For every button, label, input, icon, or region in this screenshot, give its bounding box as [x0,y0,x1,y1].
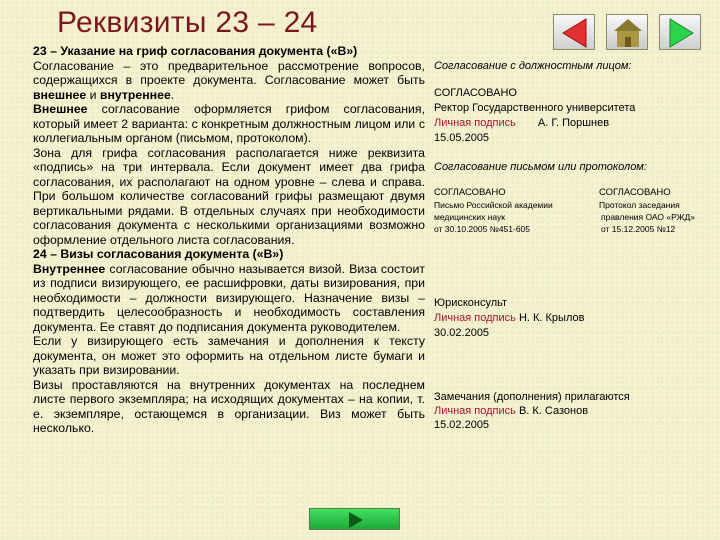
play-right-icon [310,509,401,531]
left-text-column [33,44,425,436]
home-icon [607,15,649,51]
bottom-next-button[interactable] [309,508,400,530]
example-2-left-line: медицинских наук [434,212,506,222]
example-1-date: 15.05.2005 [434,132,490,144]
requisite-23-paragraph-2: Внешнее согласование оформляется грифом согласования, который имеет 2 варианта: с конкретным должностным лицом или с коллегиальным органом (письмом, протоколом). [33,102,425,145]
requisite-24-paragraph-1: Внутреннее согласование обычно называется визой. Виза состоит из подписи визирующего, ее расшифровки, даты визирования, при необходимости – должности визирующего. Назначение визы – подтвердить целесообразность и необходимость составления документа. Ее ставят до подписания документа руководителем. [33,261,425,334]
example-1-signature-line: Личная подпись А. Г. Поршнев [434,117,610,129]
example-3-date: 30.02.2005 [434,327,490,339]
requisite-24-heading: 24 – Визы согласования документа («В») [33,247,284,261]
example-2-right-line: от 15.12.2005 №12 [601,224,676,234]
left-arrow-icon [554,15,596,51]
requisite-23-paragraph-1: Согласование – это предварительное рассмотрение вопросов, содержащихся в проекте документа. Согласование может быть внешнее и внутреннее. [33,58,425,102]
right-arrow-icon [660,15,702,51]
example-1-caption: Согласование с должностным лицом: [434,60,632,72]
example-2-left-line: от 30.10.2005 №451-605 [434,224,531,234]
example-4-signature-line: Личная подпись В. К. Сазонов [434,405,589,417]
example-1-position: Ректор Государственного университета [434,102,636,114]
slide-title: Реквизиты 23 – 24 [57,6,318,39]
example-2-right-line: Протокол заседания [599,200,680,210]
requisite-23-heading: 23 – Указание на гриф согласования документа («В») [33,44,358,58]
requisite-24-paragraph-3: Визы проставляются на внутренних документах на последнем листе первого экземпляра; на исходящих документах – на копии, т. е. экземпляре, остающемся в организации. Виз может быть несколько. [33,377,425,435]
example-1-approved: СОГЛАСОВАНО [434,87,517,99]
prev-slide-button[interactable] [553,14,595,50]
example-3-role: Юрисконсульт [434,297,508,309]
example-3-signature-line: Личная подпись Н. К. Крылов [434,312,585,324]
example-4-date: 15.02.2005 [434,419,490,431]
example-2-left-line: Письмо Российской академии [434,200,553,210]
example-2-caption: Согласование письмом или протоколом: [434,161,647,173]
example-2-left-line: СОГЛАСОВАНО [434,187,506,198]
requisite-24-paragraph-2: Если у визирующего есть замечания и дополнения к тексту документа, он может это оформить на отдельном листе бумаги и указать при визировании. [33,334,425,377]
next-slide-button[interactable] [659,14,701,50]
requisite-23-paragraph-3: Зона для грифа согласования располагается ниже реквизита «подпись» на три интервала. Если документ имеет два грифа согласования, их располагают на одном уровне – слева и справа. При большом количестве согласований грифы размещают двумя вертикальными рядами. В отдельных случаях при необходимости согласования документа с несколькими организациями возможно оформление отдельного листа согласования. [33,145,425,247]
example-4-remarks: Замечания (дополнения) прилагаются [434,391,630,403]
example-2-right-line: правления ОАО «РЖД» [601,212,695,222]
example-2-right-line: СОГЛАСОВАНО [599,187,671,198]
home-button[interactable] [606,14,648,50]
